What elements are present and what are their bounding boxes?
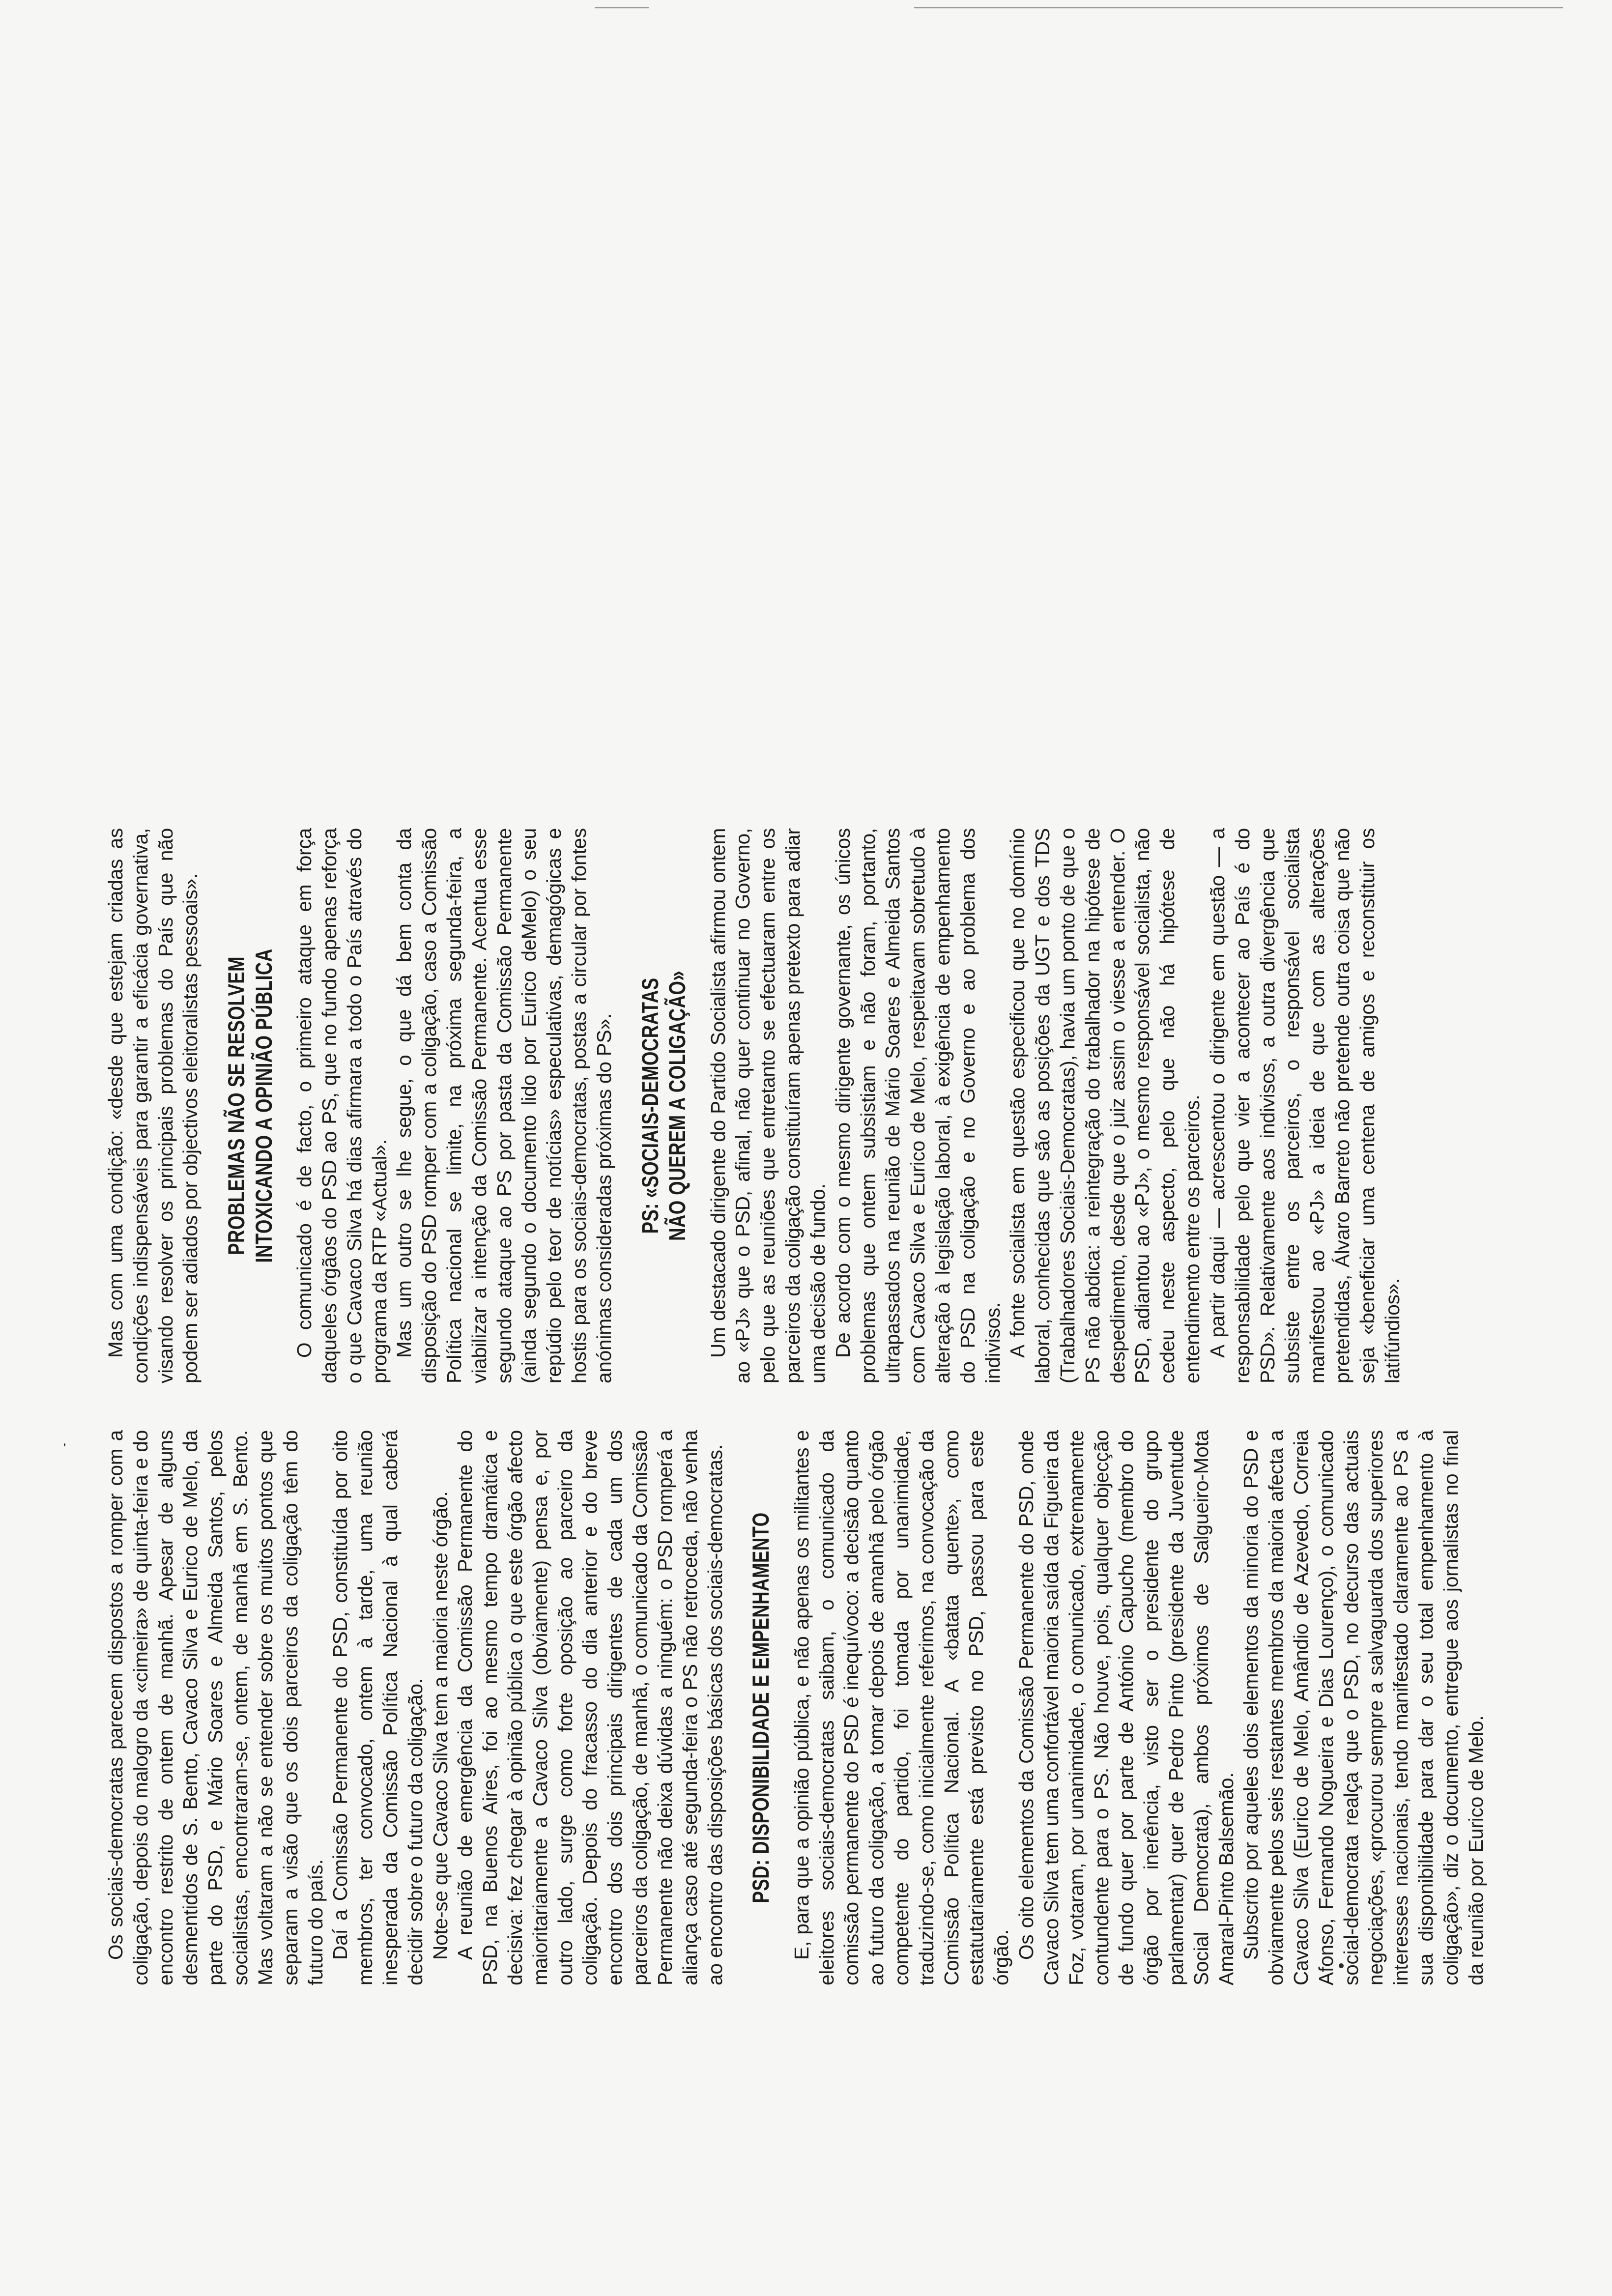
scan-edge-line-right xyxy=(914,7,1563,8)
subheading-ps-sociais-democratas xyxy=(636,889,691,1322)
subheading-psd-disponibilidade xyxy=(747,1491,774,1924)
paragraph: A reunião de emergência da Comissão Permanente do PSD, na Buenos Aires, foi ao mesmo tempo dramática e decisiva: fez chegar à opinião pública o que este órgão afecto maioritariamente a Cavaco Silva (obviamente) pensa e, por outro lado, surge como forte oposição ao parceiro da coligação. Depois do fracasso do dia anterior e do breve encontro dos dois principais dirigentes de cada um dos parceiros da coligação, de manhã, o comunicado da Comissão Permanente não deixa dúvidas a ninguém: o PSD romperá a aliança caso até segunda-feira o PS não retroceda, não venha ao encontro das disposições básicas dos sociais-democratas. xyxy=(454,1430,726,1985)
paragraph: Daí a Comissão Permanente do PSD, constituída por oito membros, ter convocado, ontem à tarde, uma reunião inesperada da Comissão Política Nacional à qual caberá decidir sobre o futuro da coligação. xyxy=(329,1430,427,1985)
paragraph: Os oito elementos da Comissão Permanente do PSD, onde Cavaco Silva tem uma confortável maioria saída da Figueira da Foz, votaram, por unanimidade, o comunicado, extremamente contundente para o PS. Não houve, pois, qualquer objecção de fundo quer por parte de António Capucho (membro do órgão por inerência, visto ser o presidente do grupo parlamentar) quer de Pedro Pinto (presidente da Juventude Social Democrata), ambos próximos de Salgueiro-Mota Amaral-Pinto Balsemão. xyxy=(1015,1430,1238,1985)
subheading-line: PS: «SOCIAIS-DEMOCRATAS xyxy=(636,977,663,1234)
paragraph: Subscrito por aqueles dois elementos da minoria do PSD e obviamente pelos seis restantes membros da maioria afecta a Cavaco Silva (Eurico de Melo, Amândio de Azevedo, Correia Afonso, Fernando Nogueira e Dias Lourenço), o comunicado social-democrata realça que o PSD, no decurso das actuais negociações, «procurou sempre a salvaguarda dos superiores interesses nacionais, tendo manifestado claramente ao PS a sua disponibilidade para dar o seu total empenhamento à coligação», diz o documento, entregue aos jornalistas no final da reunião por Eurico de Melo. xyxy=(1239,1430,1487,1985)
rotated-page xyxy=(103,206,1558,2064)
paragraph: Note-se que Cavaco Silva tem a maioria neste órgão. xyxy=(429,1491,452,1960)
paragraph: Os sociais-democratas parecem dispostos a romper com a coligação, depois do malogro da «cimeira» de quinta-feira e do encontro restrito de ontem de manhã. Apesar de alguns desmentidos de S. Bento, Cavaco Silva e Eurico de Melo, da parte do PSD, e Mário Soares e Almeida Santos, pelos socialistas, encontraram-se, ontem, de manhã em S. Bento. Mas voltaram a não se entender sobre os muitos pontos que separam a visão que os dois parceiros da coligação têm do futuro do país. xyxy=(104,1430,327,1985)
scan-speck xyxy=(64,1443,65,1446)
paragraph: Mas um outro se lhe segue, o que dá bem conta da disposição do PSD romper com a coligação, caso a Comissão Política nacional se limite, na próxima segunda-feira, a viabilizar a intenção da Comissão Permanente. Acentua esse segundo ataque ao PS por pasta da Comissão Permanente (ainda segundo o documento lido por Eurico deMelo) o seu repúdio pelo teor de notícias» especulativas, demagógicas e hostis para os sociais-democratas, postas a circular por fontes anónimas consideradas próximas do PS». xyxy=(393,828,615,1383)
subheading-problemas xyxy=(223,889,277,1322)
paragraph: Um destacado dirigente do Partido Socialista afirmou ontem ao «PJ» que o PSD, afinal, não quer continuar no Governo, pelo que as reuniões que entretanto se efectuaram entre os parceiros da coligação constituíram apenas pretexto para adiar uma decisão de fundo. xyxy=(706,828,829,1383)
subheading-line: PROBLEMAS NÃO SE RESOLVEM xyxy=(223,956,250,1255)
paragraph: A partir daqui — acrescentou o dirigente em questão — a responsabilidade pelo que vier a acontecer ao País é do PSD». Relativamente aos indivisos, a outra divergência que subsiste entre os parceiros, o responsável socialista manifestou ao «PJ» a ideia de que com as alterações pretendidas, Álvaro Barreto não pretende outra coisa que não seja «beneficiar uma centena de amigos e reconstituir os latifúndios». xyxy=(1206,828,1404,1383)
scan-edge-line-left xyxy=(595,7,649,8)
paragraph: A fonte socialista em questão especificou que no domínio laboral, conhecidas que são as posições da UGT e dos TDS (Trabalhadores Sociais-Democratas), havia um ponto de que o PS não abdica: a reintegração do trabalhador na hipótese de despedimento, desde que o juiz assim o viesse a entender. O PSD, adiantou ao «PJ», o mesmo responsável socialista, não cedeu neste aspecto, pelo que não há hipótese de entendimento entre os parceiros. xyxy=(1006,828,1204,1383)
paragraph: Mas com uma condição: «desde que estejam criadas as condições indispensáveis para garantir a eficácia governativa, visando resolver os principais problemas do País que não podem ser adiados por objectivos eleitoralistas pessoais». xyxy=(104,828,202,1383)
subheading-line: NÃO QUEREM A COLIGAÇÃO» xyxy=(664,970,691,1241)
subheading-line: PSD: DISPONIBILIDADE E EMPENHAMENTO xyxy=(748,1512,774,1903)
paragraph: E, para que a opinião pública, e não apenas os militantes e eleitores sociais-democratas saibam, o comunicado da comissão permanente do PSD é inequívoco: a decisão quanto ao futuro da coligação, a tomar depois de amanhã pelo órgão competente do partido, foi tomada por unanimidade, traduzindo-se, como inicialmente referimos, na convocação da Comissão Política Nacional. A «batata quente», como estatutariamente está previsto no PSD, passou para este órgão. xyxy=(790,1430,1013,1985)
paragraph: O comunicado é de facto, o primeiro ataque em força daqueles órgãos do PSD ao PS, que no fundo apenas reforça o que Cavaco Silva há dias afirmara a todo o País através do programa da RTP «Actual». xyxy=(293,828,391,1383)
subheading-line: INTOXICANDO A OPINIÃO PÚBLICA xyxy=(250,948,277,1263)
article-body xyxy=(103,226,1519,1985)
paragraph: De acordo com o mesmo dirigente governante, os únicos problemas que ontem subsistiam e não foram, portanto, ultrapassados na reunião de Mário Soares e Almeida Santos com Cavaco Silva e Eurico de Melo, respeitavam sobretudo à alteração à legislação laboral, à exigência de empenhamento do PSD na coligação e no Governo e ao problema dos indivisos. xyxy=(831,828,1004,1383)
